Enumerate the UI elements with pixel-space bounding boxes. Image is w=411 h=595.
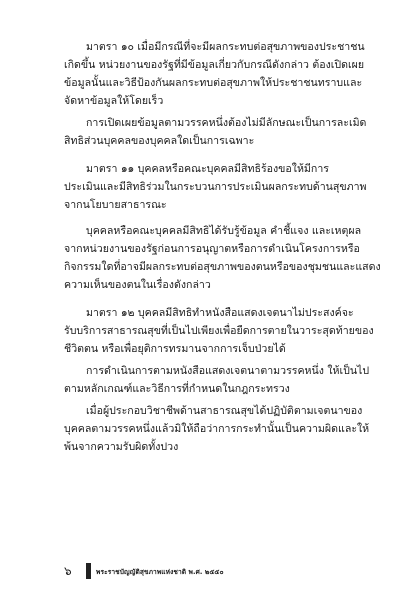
footer-title: พระราชบัญญัติสุขภาพแห่งชาติ พ.ศ. ๒๕๕๐ [96, 567, 224, 576]
text-line: การดำเนินการตามหนังสือแสดงเจตนาตามวรรคหนึ่ง ให้เป็นไป [86, 365, 370, 377]
footer-divider-bar [86, 563, 91, 579]
text-line: ความเห็นของตนในเรื่องดังกล่าว [64, 279, 211, 291]
text-line: เกิดขึ้น หน่วยงานของรัฐที่มีข้อมูลเกี่ยวกับกรณีดังกล่าว ต้องเปิดเผย [64, 59, 365, 71]
text-line: พ้นจากความรับผิดทั้งปวง [64, 441, 179, 453]
body-text [64, 38, 381, 456]
text-line: รับบริการสาธารณสุขที่เป็นไปเพียงเพื่อยืดการตายในวาระสุดท้ายของ [64, 325, 374, 337]
text-line: ข้อมูลนั้นและวิธีป้องกันผลกระทบต่อสุขภาพให้ประชาชนทราบและ [64, 77, 363, 89]
text-line: สิทธิส่วนบุคคลของบุคคลใดเป็นการเฉพาะ [64, 135, 255, 147]
text-line: มาตรา ๑๐ เมื่อมีกรณีที่จะมีผลกระทบต่อสุขภาพของประชาชน [86, 41, 365, 53]
text-line: บุคคลหรือคณะบุคคลมีสิทธิได้รับรู้ข้อมูล คำชี้แจง และเหตุผล [86, 225, 362, 237]
page-number: ๖ [64, 563, 72, 578]
text-line: กิจกรรมใดที่อาจมีผลกระทบต่อสุขภาพของตนหรือของชุมชนและแสดง [64, 261, 381, 273]
text-line: ตามหลักเกณฑ์และวิธีการที่กำหนดในกฎกระทรวง [64, 383, 290, 395]
text-line: จัดหาข้อมูลให้โดยเร็ว [64, 95, 164, 107]
page-footer [64, 563, 224, 579]
text-line: จากนโยบายสาธารณะ [64, 199, 167, 211]
text-line: มาตรา ๑๑ บุคคลหรือคณะบุคคลมีสิทธิร้องขอให้มีการ [86, 163, 329, 175]
text-line: การเปิดเผยข้อมูลตามวรรคหนึ่งต้องไม่มีลักษณะเป็นการละเมิด [86, 117, 367, 129]
text-line: บุคคลตามวรรคหนึ่งแล้วมิให้ถือว่าการกระทำนั้นเป็นความผิดและให้ [64, 423, 370, 435]
text-line: เมื่อผู้ประกอบวิชาชีพด้านสาธารณสุขได้ปฏิบัติตามเจตนาของ [86, 405, 363, 417]
text-line: จากหน่วยงานของรัฐก่อนการอนุญาตหรือการดำเนินโครงการหรือ [64, 243, 360, 255]
text-line: ประเมินและมีสิทธิร่วมในกระบวนการประเมินผลกระทบด้านสุขภาพ [64, 181, 367, 193]
text-line: มาตรา ๑๒ บุคคลมีสิทธิทำหนังสือแสดงเจตนาไม่ประสงค์จะ [86, 307, 354, 319]
text-line: ชีวิตตน หรือเพื่อยุติการทรมานจากการเจ็บป่วยได้ [64, 343, 286, 355]
